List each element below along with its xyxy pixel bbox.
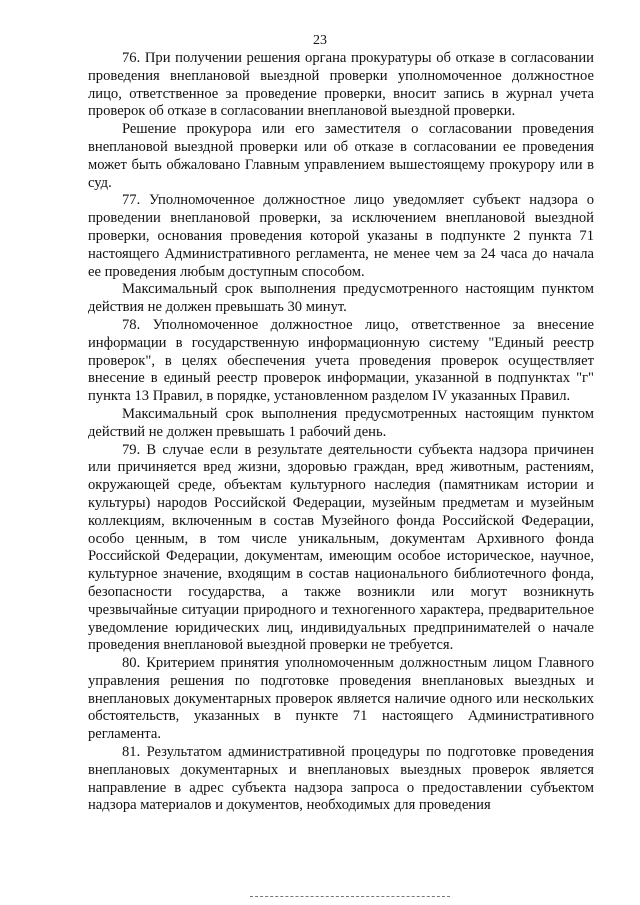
paragraph-79: 79. В случае если в результате деятельности субъекта надзора причинен или причиняется вред жизни, здоровью граждан, вред животным, растениям, окружающей среде, объектам культурного наследия (памятникам истории и культуры) народов Российской Федерации, музейным предметам и музейным коллекциям, включенным в состав Музейного фонда Российской Федерации, особо ценным, в том числе уникальным, документам Архивного фонда Российской Федерации, документам, имеющим особое историческое, научное, культурное значение, входящим в состав национального библиотечного фонда, безопасности государства, а также возникли или могут возникнуть чрезвычайные ситуации природного и техногенного характера, предварительное уведомление юридических лиц, индивидуальных предпринимателей о начале проведения внеплановой выездной проверки не требуется.: [88, 441, 594, 654]
paragraph-76: 76. При получении решения органа прокуратуры об отказе в согласовании проведения внеплановой выездной проверки уполномоченное должностное лицо, ответственное за проведение проверки, вносит запись в журнал учета проверок об отказе в согласовании внеплановой выездной проверки.: [88, 50, 594, 120]
page-number: 23: [313, 33, 327, 48]
scan-artifact-line: [250, 896, 450, 901]
paragraph-78: 78. Уполномоченное должностное лицо, ответственное за внесение информации в государственную информационную систему "Единый реестр проверок", в целях обеспечения учета проведения проверок осуществляет внесение в единый реестр проверок информации, указанной в подпунктах "г" пункта 13 Правил, в порядке, установленном разделом IV указанных Правил.: [88, 316, 594, 405]
paragraph-77: 77. Уполномоченное должностное лицо уведомляет субъект надзора о проведении внеплановой проверки, за исключением внеплановой выездной проверки, основания проведения которой указаны в подпункте 2 пункта 71 настоящего Административного регламента, не менее чем за 24 часа до начала ее проведения любым доступным способом.: [88, 192, 594, 280]
paragraph-78-deadline: Максимальный срок выполнения предусмотренных настоящим пунктом действий не должен превышать 1 рабочий день.: [88, 405, 594, 440]
paragraph-prosecutor-decision: Решение прокурора или его заместителя о согласовании проведения внеплановой выездной проверки или об отказе в согласовании ее проведения может быть обжаловано Главным управлением вышестоящему прокурору или в суд.: [88, 121, 594, 191]
paragraph-81: 81. Результатом административной процедуры по подготовке проведения внеплановых документарных и внеплановых выездных проверок является направление в адрес субъекта надзора запроса о предоставлении субъектом надзора материалов и документов, необходимых для проведения: [88, 744, 594, 814]
paragraph-80: 80. Критерием принятия уполномоченным должностным лицом Главного управления решения по подготовке проведения внеплановых выездных и внеплановых документарных проверок является наличие одного или нескольких обстоятельств, указанных в пункте 71 настоящего Административного регламента.: [88, 655, 594, 743]
paragraph-77-deadline: Максимальный срок выполнения предусмотренного настоящим пунктом действия не должен превышать 30 минут.: [88, 281, 594, 316]
document-body: [88, 50, 594, 815]
